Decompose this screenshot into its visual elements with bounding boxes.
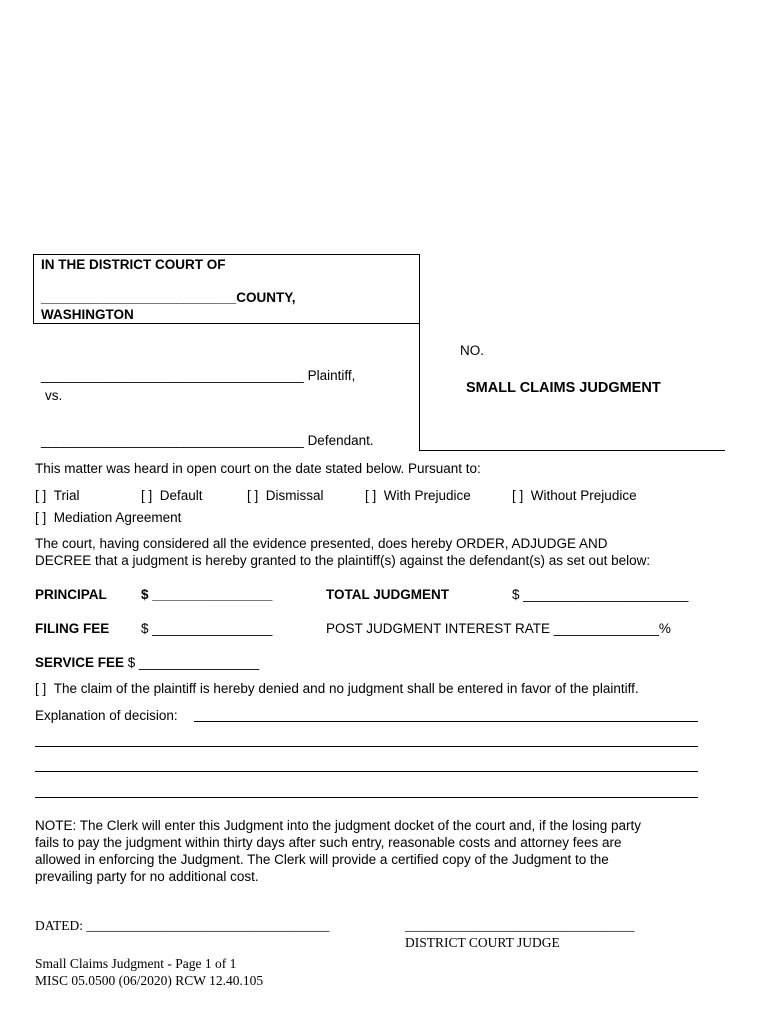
decree-line-2: DECREE that a judgment is hereby granted to the plaintiff(s) against the defendant(s) as set out below:: [35, 553, 651, 568]
dated-field[interactable]: ____________________________________: [86, 918, 330, 933]
case-number-label: NO.: [460, 343, 485, 358]
caption-bottom-border: [33, 323, 419, 324]
note-line: NOTE: The Clerk will enter this Judgment into the judgment docket of the court and, if the losing party: [35, 818, 642, 833]
interest-rate-field[interactable]: POST JUDGMENT INTEREST RATE ______________%: [326, 621, 671, 636]
option-label: With Prejudice: [383, 488, 471, 503]
caption-top-border: [33, 254, 419, 255]
checkbox[interactable]: [ ]: [365, 488, 377, 503]
option-trial[interactable]: [35, 488, 80, 503]
court-title: IN THE DISTRICT COURT OF: [41, 257, 226, 272]
decree-line-1: The court, having considered all the evidence presented, does hereby ORDER, ADJUDGE AND: [35, 536, 608, 551]
option-mediation-agreement[interactable]: [35, 510, 181, 525]
document-title: SMALL CLAIMS JUDGMENT: [466, 380, 661, 396]
option-label: Mediation Agreement: [53, 510, 182, 525]
judge-label: DISTRICT COURT JUDGE: [405, 935, 560, 950]
option-without-prejudice[interactable]: [512, 488, 637, 503]
state-label: WASHINGTON: [41, 307, 134, 322]
judge-signature-field[interactable]: __________________________________: [405, 918, 635, 933]
caption-left-border: [33, 254, 34, 324]
note-line: prevailing party for no additional cost.: [35, 869, 259, 884]
vs-label: vs.: [45, 388, 63, 403]
filing-fee-field[interactable]: $ ________________: [141, 621, 273, 636]
service-fee-label: SERVICE FEE: [35, 655, 125, 670]
explanation-line-1[interactable]: [194, 721, 698, 722]
checkbox[interactable]: [ ]: [35, 488, 47, 503]
checkbox[interactable]: [ ]: [35, 681, 47, 696]
footer-title: Small Claims Judgment - Page 1 of 1: [35, 956, 237, 971]
checkbox[interactable]: [ ]: [141, 488, 153, 503]
option-label: Without Prejudice: [530, 488, 637, 503]
note-line: allowed in enforcing the Judgment. The Clerk will provide a certified copy of the Judgment to the: [35, 852, 609, 867]
county-line: [41, 290, 295, 305]
option-dismissal[interactable]: [247, 488, 324, 503]
option-default[interactable]: [141, 488, 203, 503]
option-label: Dismissal: [265, 488, 324, 503]
denied-text: The claim of the plaintiff is hereby denied and no judgment shall be entered in favor of the plaintiff.: [53, 681, 639, 696]
defendant-blank[interactable]: ___________________________________: [41, 433, 304, 448]
total-judgment-label: TOTAL JUDGMENT: [326, 587, 450, 602]
county-blank[interactable]: __________________________: [41, 290, 237, 305]
option-label: Trial: [53, 488, 80, 503]
county-label: COUNTY,: [236, 290, 296, 305]
plaintiff-line: [41, 368, 355, 383]
service-fee-line: [35, 655, 259, 670]
service-fee-field[interactable]: $ ________________: [127, 655, 260, 670]
denied-line: [35, 681, 639, 696]
defendant-line: [41, 433, 374, 448]
note-line: fails to pay the judgment within thirty days after such entry, reasonable costs and attorney fees are: [35, 835, 622, 850]
explanation-line-3[interactable]: [35, 771, 698, 772]
explanation-line-2[interactable]: [35, 746, 698, 747]
principal-label: PRINCIPAL: [35, 587, 107, 602]
option-with-prejudice[interactable]: [365, 488, 471, 503]
checkbox[interactable]: [ ]: [512, 488, 524, 503]
plaintiff-label: Plaintiff,: [307, 368, 356, 383]
plaintiff-blank[interactable]: ___________________________________: [41, 368, 304, 383]
caption-divider: [419, 254, 420, 451]
option-label: Default: [159, 488, 203, 503]
defendant-label: Defendant.: [307, 433, 374, 448]
checkbox[interactable]: [ ]: [35, 510, 47, 525]
dated-label: DATED:: [35, 918, 83, 933]
filing-fee-label: FILING FEE: [35, 621, 110, 636]
dated-line: [35, 918, 329, 934]
caption-base-line: [419, 450, 725, 451]
explanation-line-4[interactable]: [35, 797, 698, 798]
principal-field[interactable]: $ ________________: [141, 587, 273, 602]
checkbox[interactable]: [ ]: [247, 488, 259, 503]
intro-text: This matter was heard in open court on the date stated below. Pursuant to:: [35, 461, 481, 476]
footer-form-number: MISC 05.0500 (06/2020) RCW 12.40.105: [35, 973, 264, 988]
explanation-label: Explanation of decision:: [35, 708, 178, 723]
total-judgment-field[interactable]: $ ______________________: [512, 587, 689, 602]
